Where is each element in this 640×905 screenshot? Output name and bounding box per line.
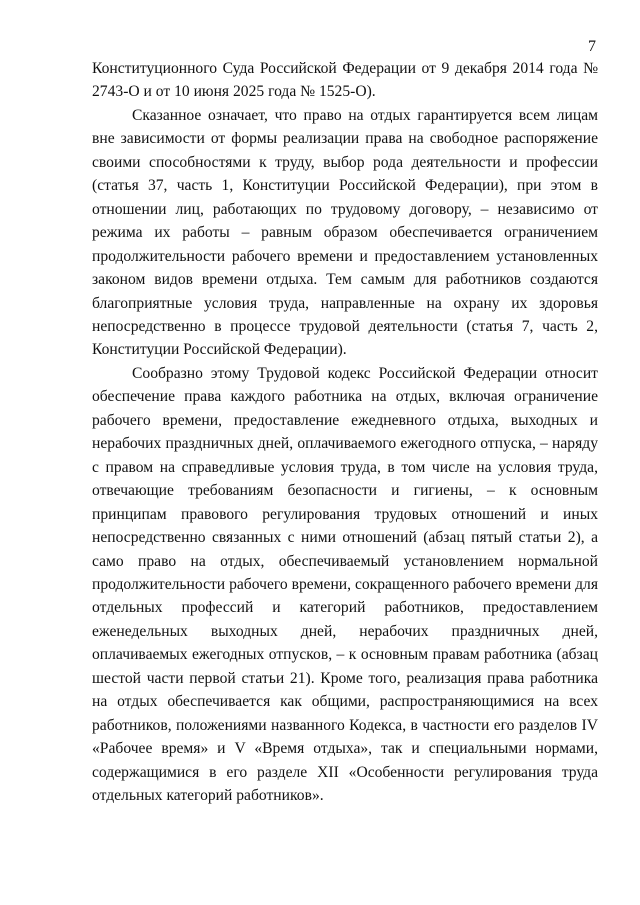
document-body bbox=[92, 57, 598, 808]
page-number: 7 bbox=[588, 38, 596, 55]
paragraph: Сообразно этому Трудовой кодекс Российской Федерации относит обеспечение права каждого работника на отдых, включая ограничение рабочего времени, предоставление ежедневного отдыха, выходных и нерабочих праздничных дней, оплачиваемого ежегодного отпуска, – наряду с правом на справедливые условия труда, в том числе на условия труда, отвечающие требованиям безопасности и гигиены, – к основным принципам правового регулирования трудовых отношений и иных непосредственно связанных с ними отношений (абзац пятый статьи 2), а само право на отдых, обеспечиваемый установлением нормальной продолжительности рабочего времени, сокращенного рабочего времени для отдельных профессий и категорий работников, предоставлением еженедельных выходных дней, нерабочих праздничных дней, оплачиваемых ежегодных отпусков, – к основным правам работника (абзац шестой части первой статьи 21). Кроме того, реализация права работника на отдых обеспечивается как общими, распространяющимися на всех работников, положениями названного Кодекса, в частности его разделов IV «Рабочее время» и V «Время отдыха», так и специальными нормами, содержащимися в его разделе XII «Особенности регулирования труда отдельных категорий работников». bbox=[92, 364, 598, 805]
paragraph-continuation: Конституционного Суда Российской Федерации от 9 декабря 2014 года № 2743-О и от 10 июня 2025 года № 1525-О). bbox=[92, 60, 598, 101]
paragraph: Сказанное означает, что право на отдых гарантируется всем лицам вне зависимости от формы реализации права на свободное распоряжение своими способностями к труду, выбор рода деятельности и профессии (статья 37, часть 1, Конституции Российской Федерации), при этом в отношении лиц, работающих по трудовому договору, – независимо от режима их работы – равным образом обеспечивается ограничением продолжительности рабочего времени и предоставлением установленных законом видов времени отдыха. Тем самым для работников создаются благоприятные условия труда, направленные на охрану их здоровья непосредственно в процессе трудовой деятельности (статья 7, часть 2, Конституции Российской Федерации). bbox=[92, 106, 598, 359]
